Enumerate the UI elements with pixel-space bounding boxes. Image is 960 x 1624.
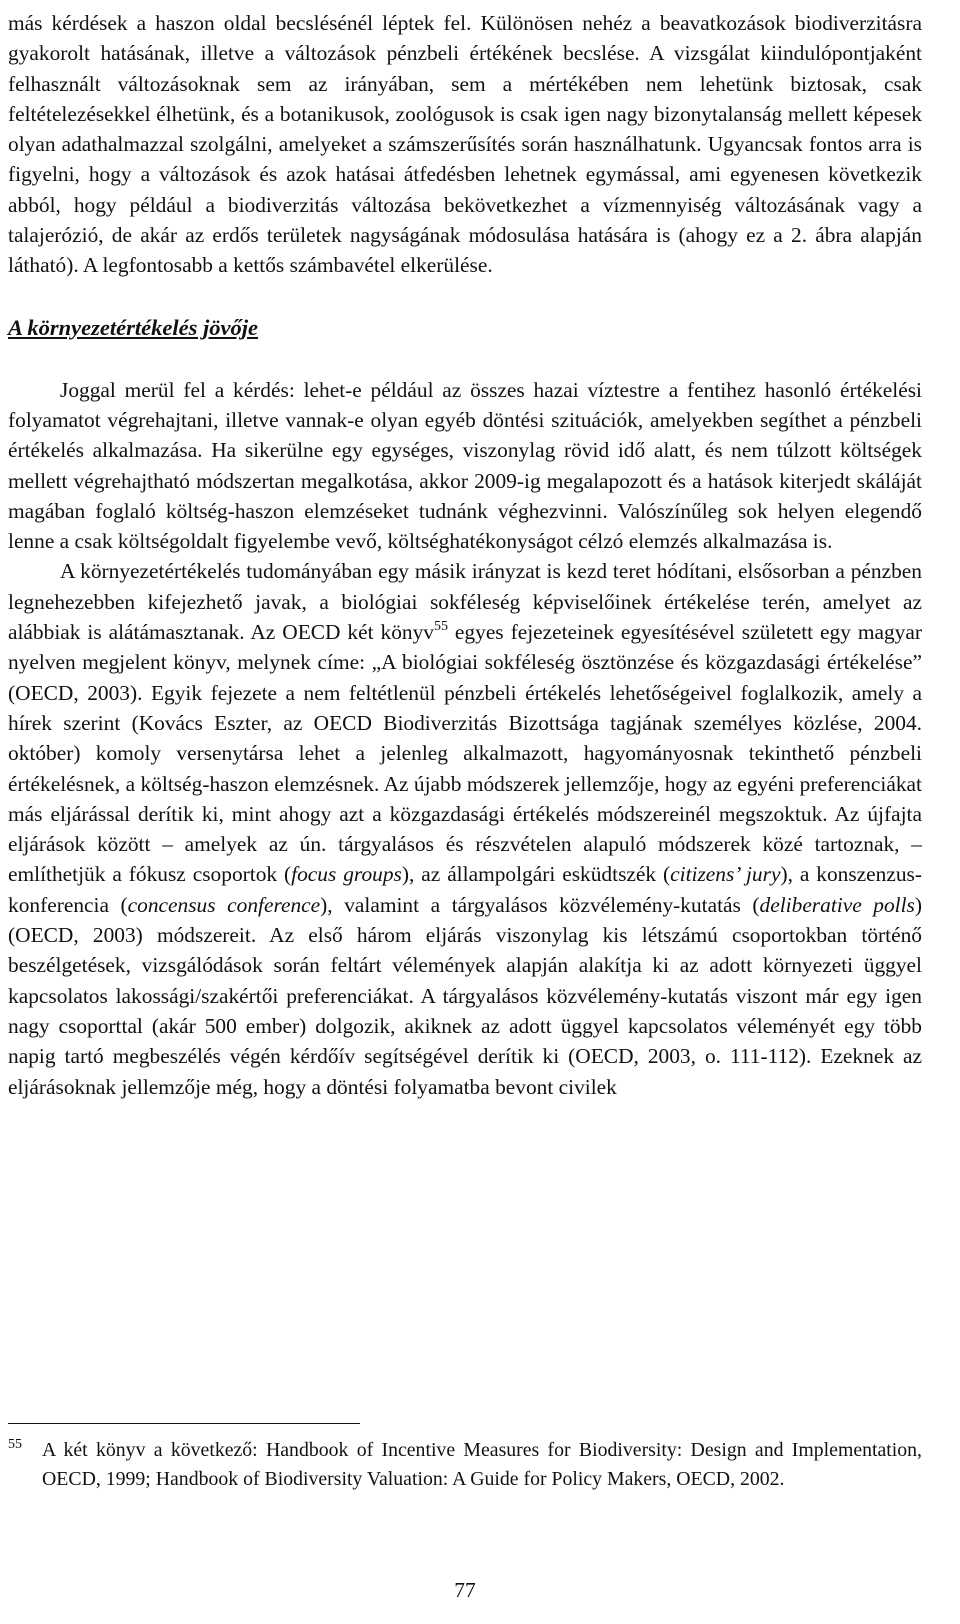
text-run: ), a konszenzus-konferencia ( xyxy=(8,862,923,917)
page-body xyxy=(8,8,922,1102)
text-run: A környezetértékelés tudományában egy másik irányzat is kezd teret hódítani, elsősorban a pénzben legnehezebben kifejezhető javak, a biológiai sokféleség képviselőinek értékelése terén, amelyet az alábbiak is alátámasztanak. Az OECD két könyv xyxy=(8,559,922,645)
paragraph-oecd xyxy=(8,556,922,1101)
paragraph-intro: más kérdések a haszon oldal becslésénél léptek fel. Különösen nehéz a beavatkozások biodiverzitásra gyakorolt hatásának, illetve a változások pénzbeli értékének becslése. A vizsgálat kiindulópontjaként felhasznált változásoknak sem az irányában, sem a mértékében nem lehetünk biztosak, csak feltételezésekkel élhetünk, és a botanikusok, zoológusok is csak igen nagy bizonytalanság mellett képesek olyan adathalmazzal szolgálni, amelyeket a számszerűsítés során használhatunk. Ugyancsak fontos arra is figyelni, hogy a változások és azok hatásai átfedésben lehetnek egymással, ami egyenesen következik abból, hogy például a biodiverzitás változása bekövetkezhet a vízmennyiség változásának vagy a talajerózió, de akár az erdős területek nagyságának módosulása hatására is (ahogy ez a 2. ábra alapján látható). A legfontosabb a kettős számbavétel elkerülése. xyxy=(8,11,922,278)
italic-term: focus groups xyxy=(291,862,402,887)
italic-term: deliberative polls xyxy=(759,892,915,917)
footnote xyxy=(8,1436,922,1494)
page-number: 77 xyxy=(454,1578,476,1602)
text-run: ), valamint a tárgyalásos közvélemény-kutatás ( xyxy=(320,892,760,917)
footnote-reference[interactable]: 55 xyxy=(433,619,448,635)
text-run: ) (OECD, 2003) módszereit. Az első három eljárás viszonylag kis létszámú csoportokban történő beszélgetések, vizsgálódások során feltárt vélemények alapján alakítja ki az adott környezeti üggyel kapcsolatos lakossági/szakértői preferenciákat. A tárgyalásos közvélemény-kutatás viszont már egy igen nagy csoporttal (akár 500 ember) dolgozik, akiknek az adott üggyel kapcsolatos véleményét egy több napig tartó megbeszélés végén kérdőív segítségével derítik ki (OECD, 2003, o. 111-112). Ezeknek az eljárásoknak jellemzője még, hogy a döntési folyamatba bevont civilek xyxy=(8,892,923,1099)
text-run: egyes fejezeteinek egyesítésével született egy magyar nyelven megjelent könyv, melynek címe: „A biológiai sokféleség ösztönzése és közgazdasági értékelése” (OECD, 2003). Egyik fejezete a nem feltétlenül pénzbeli értékelés lehetőségeivel foglalkozik, amely a hírek szerint (Kovács Eszter, az OECD Biodiverzitás Bizottsága tagjának személyes közlése, 2004. október) komoly versenytársa lehet a jelenleg alkalmazott, hagyományosnak tekinthető pénzbeli értékelésnek, a költség-haszon elemzésnek. Az újabb módszerek jellemzője, hogy az egyéni preferenciákat más eljárással derítik ki, mint ahogy azt a közgazdasági értékelés módszereinél megszoktuk. Az újfajta eljárások között – amelyek az ún. tárgyalásos és részvételen alapuló módszerek közé tartoznak, – említhetjük a fókusz csoportok ( xyxy=(8,620,922,887)
section-heading: A környezetértékelés jövője xyxy=(8,314,258,340)
footnote-divider xyxy=(8,1423,360,1424)
italic-term: concensus conference xyxy=(127,892,321,917)
paragraph-future: Joggal merül fel a kérdés: lehet-e például az összes hazai víztestre a fentihez hasonló értékelési folyamatot végrehajtani, illetve vannak-e olyan egyéb döntési szituációk, amelyekben segíthet a pénzbeli értékelés alkalmazása. Ha sikerülne egy egységes, viszonylag rövid idő alatt, és nem túlzott költségek mellett végrehajtható módszertan megalkotása, akkor 2009-ig megalapozott és a hatások kiterjedt skáláját magában foglaló költség-haszon elemzéseket tudnánk véghezvinni. Valószínűleg sok helyen elegendő lenne a csak költségoldalt figyelembe vevő, költséghatékonyságot célzó elemzés alkalmazása is. xyxy=(8,377,922,554)
italic-term: citizens’ jury xyxy=(670,862,781,887)
footnote-text: A két könyv a következő: Handbook of Incentive Measures for Biodiversity: Design and Implementation, OECD, 1999; Handbook of Biodiversity Valuation: A Guide for Policy Makers, OECD, 2002. xyxy=(42,1439,922,1490)
text-run: ), az állampolgári esküdtszék ( xyxy=(401,862,671,887)
footnote-number: 55 xyxy=(8,1437,22,1452)
